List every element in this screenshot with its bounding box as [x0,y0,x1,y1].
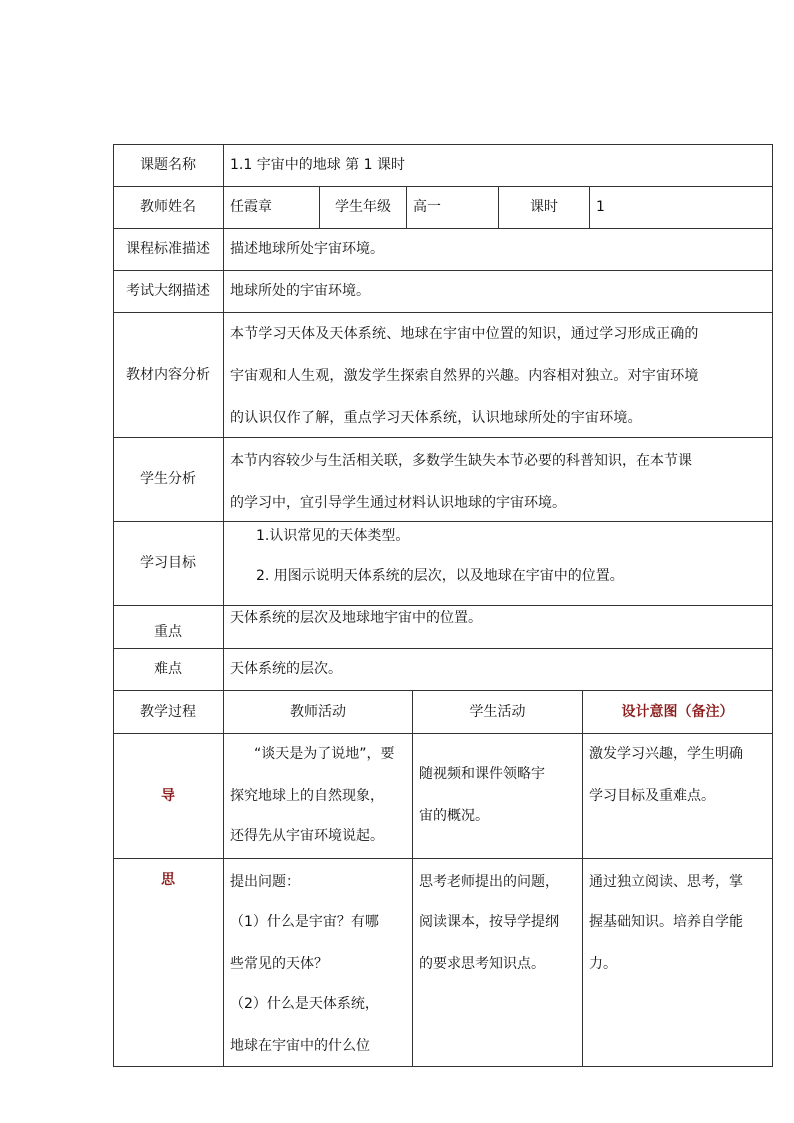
step-name: 导 [161,787,175,804]
textbook-line: 宇宙观和人生观，激发学生探索自然界的兴趣。内容相对独立。对宇宙环境 [230,368,699,384]
difficulty-label: 难点 [154,661,182,677]
objectives-value [224,522,772,604]
course-name-label: 课题名称 [140,157,196,173]
standard-value: 描述地球所处宇宙环境。 [230,241,384,257]
difficulty-value: 天体系统的层次。 [230,661,342,677]
process-header-intent: 设计意图（备注） [621,703,734,720]
grade-label: 学生年级 [335,199,391,215]
table-line [113,1066,773,1067]
intent-line: 通过独立阅读、思考，掌 [589,874,743,890]
objective-item: 1.认识常见的天体类型。 [256,528,410,544]
exam-label: 考试大纲描述 [126,283,210,299]
intent-line: 学习目标及重难点。 [589,788,715,804]
activity-line: （2）什么是天体系统， [230,996,379,1012]
intent-line: 握基础知识。培养自学能 [589,914,743,930]
textbook-label: 教材内容分析 [126,366,210,383]
key-point-value: 天体系统的层次及地球地宇宙中的位置。 [230,610,482,626]
student-value [224,449,772,519]
step-student-activity [413,738,582,856]
student-line: 本节内容较少与生活相关联，多数学生缺失本节必要的科普知识，在本节课 [230,453,692,469]
activity-line: 提出问题： [230,874,300,890]
objectives-label: 学习目标 [140,555,196,571]
period-value: 1 [596,199,605,215]
activity-line: 些常见的天体？ [230,956,328,972]
student-line: 的学习中，宜引导学生通过材料认识地球的宇宙环境。 [230,495,566,511]
teacher-value: 任霞章 [230,199,272,215]
activity-line: （1）什么是宇宙？有哪 [230,914,379,930]
activity-line: 探究地球上的自然现象， [230,788,384,804]
process-header-student: 学生活动 [469,703,526,720]
process-header-step: 教学过程 [140,703,196,720]
activity-line: 思考老师提出的问题， [419,874,559,890]
activity-line: 随视频和课件领略宇 [419,766,545,782]
activity-line: 宙的概况。 [419,808,489,824]
step-teacher-activity [224,862,412,1066]
table-line [772,144,773,1067]
process-header-teacher: 教师活动 [290,703,346,720]
textbook-line: 本节学习天体及天体系统、地球在宇宙中位置的知识，通过学习形成正确的 [230,326,699,342]
activity-line: 地球在宇宙中的什么位 [230,1038,370,1054]
step-name: 思 [161,872,175,888]
step-teacher-activity [224,738,412,856]
period-label: 课时 [530,199,558,215]
activity-line: “谈天是为了说地”，要 [254,746,395,762]
course-name-value: 1.1 宇宙中的地球 第 1 课时 [230,157,405,173]
step-intent [583,738,772,856]
exam-value: 地球所处的宇宙环境。 [230,283,370,299]
activity-line: 的要求思考知识点。 [419,956,545,972]
grade-value: 高一 [413,199,441,215]
objective-item: 2. 用图示说明天体系统的层次，以及地球在宇宙中的位置。 [256,568,624,584]
textbook-line: 的认识仅作了解，重点学习天体系统，认识地球所处的宇宙环境。 [230,410,642,426]
textbook-value [224,322,772,432]
step-student-activity [413,862,582,1066]
activity-line: 阅读课本，按导学提纲 [419,914,559,930]
standard-label: 课程标准描述 [126,241,210,257]
teacher-label: 教师姓名 [140,199,196,215]
intent-line: 力。 [589,956,617,972]
key-point-label: 重点 [154,623,182,640]
step-intent [583,862,772,1066]
activity-line: 还得先从宇宙环境说起。 [230,828,384,844]
student-label: 学生分析 [140,471,196,487]
intent-line: 激发学习兴趣，学生明确 [589,746,743,762]
